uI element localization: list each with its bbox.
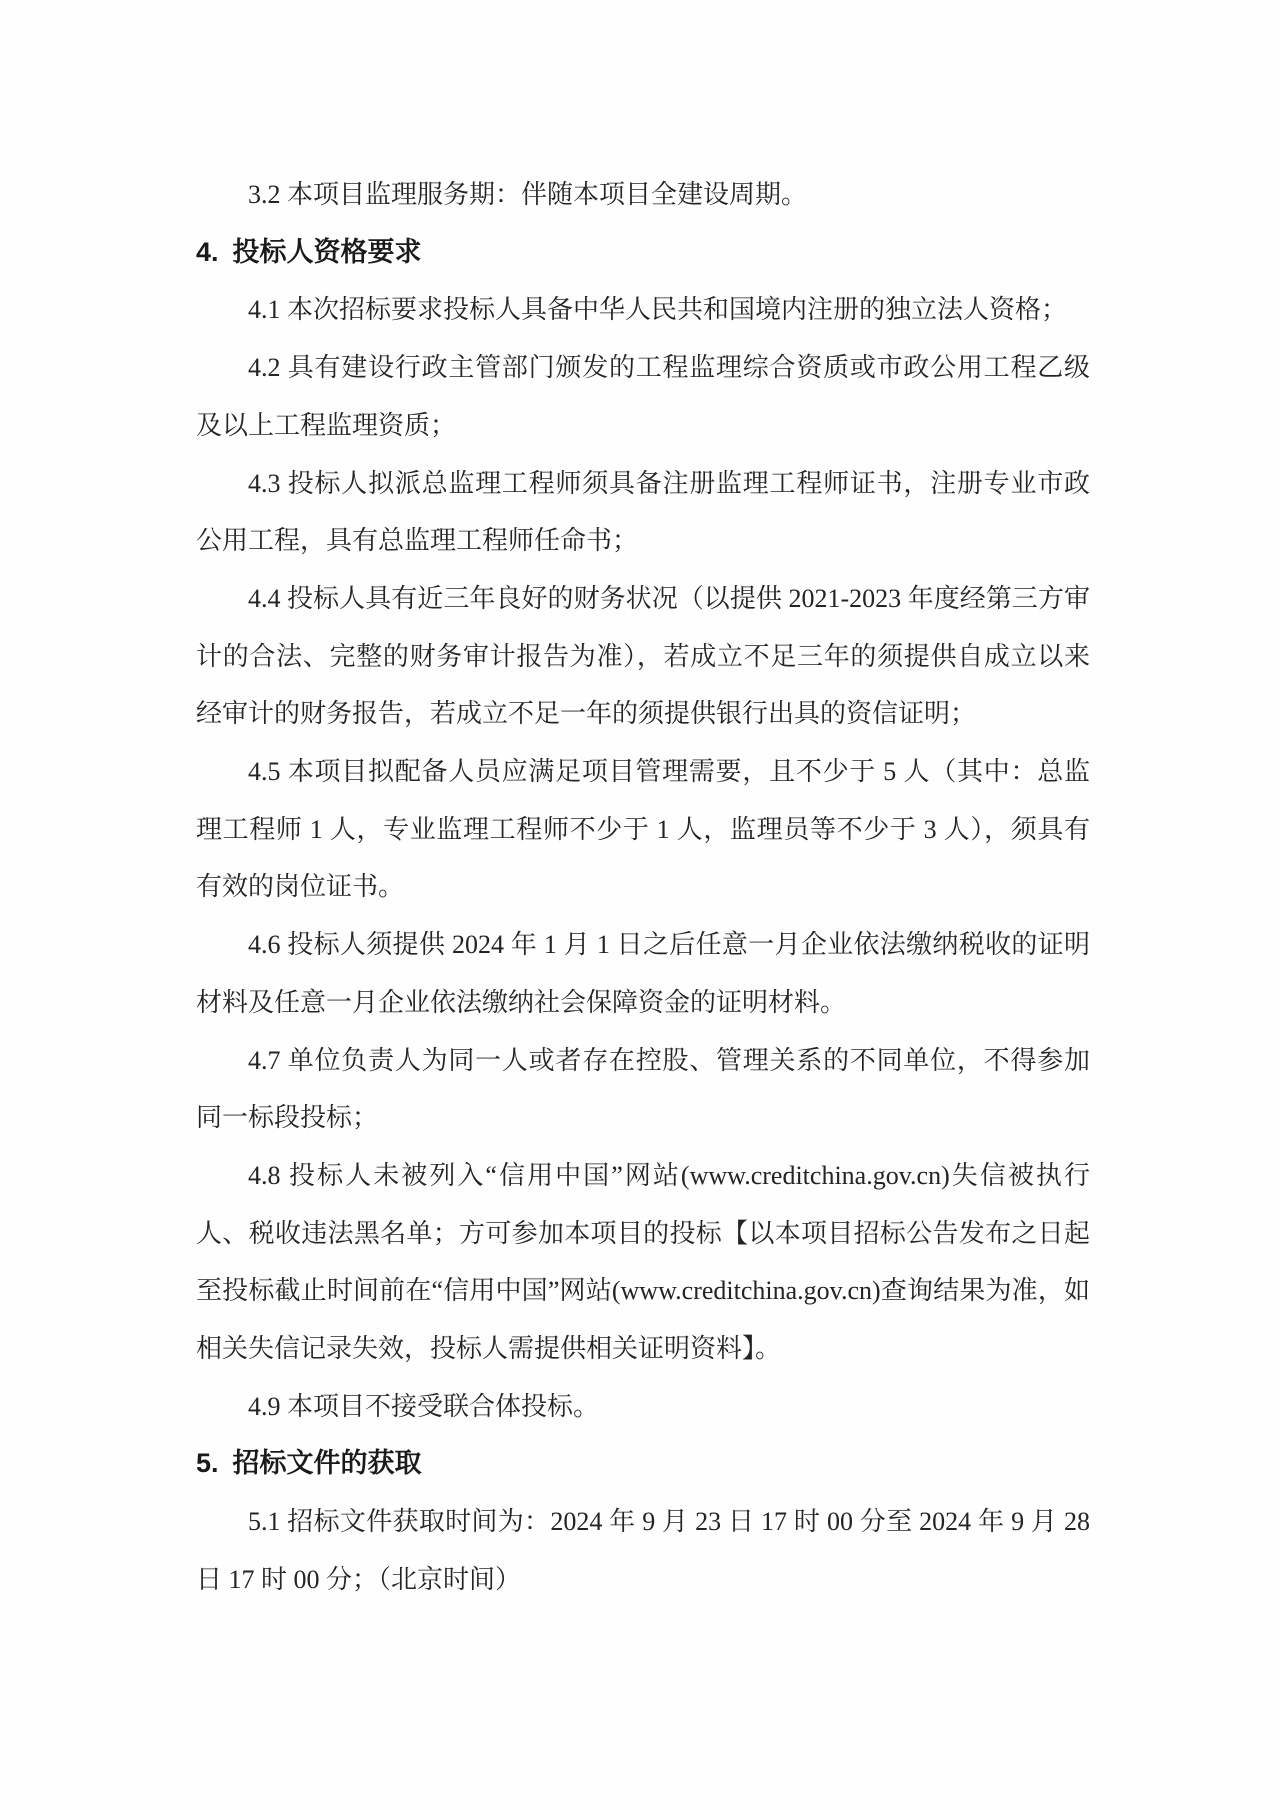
clause-4-3: 4.3 投标人拟派总监理工程师须具备注册监理工程师证书，注册专业市政公用工程，具有总监理工程师任命书； [196, 468, 1090, 556]
clause-4-9: 4.9 本项目不接受联合体投标。 [248, 1391, 600, 1421]
clause-4-2: 4.2 具有建设行政主管部门颁发的工程监理综合资质或市政公用工程乙级及以上工程监理资质； [196, 353, 1090, 440]
section-4-heading [196, 224, 1090, 282]
clause-4-1: 4.1 本次招标要求投标人具备中华人民共和国境内注册的独立法人资格； [248, 295, 1068, 325]
clause-4-5: 4.5 本项目拟配备人员应满足项目管理需要，且不少于 5 人（其中：总监理工程师 1 人，专业监理工程师不少于 1 人，监理员等不少于 3 人），须具有有效的岗位证书。 [196, 757, 1090, 902]
clause-4-4: 4.4 投标人具有近三年良好的财务状况（以提供 2021-2023 年度经第三方审计的合法、完整的财务审计报告为准），若成立不足三年的须提供自成立以来经审计的财务报告，若成立不足一年的须提供银行出具的资信证明； [196, 583, 1090, 729]
clause-4-8: 4.8 投标人未被列入“信用中国”网站(www.creditchina.gov.cn)失信被执行人、税收违法黑名单；方可参加本项目的投标【以本项目招标公告发布之日起至投标截止时间前在“信用中国”网站(www.creditchina.gov.cn)查询结果为准，如相关失信记录失效，投标人需提供相关证明资料】。 [196, 1160, 1090, 1364]
section-5-number: 5. [196, 1448, 219, 1479]
section-4-title: 投标人资格要求 [232, 236, 422, 267]
clause-3-2: 3.2 本项目监理服务期：伴随本项目全建设周期。 [248, 180, 808, 209]
clause-4-6: 4.6 投标人须提供 2024 年 1 月 1 日之后任意一月企业依法缴纳税收的证明材料及任意一月企业依法缴纳社会保障资金的证明材料。 [196, 930, 1090, 1017]
clause-4-7: 4.7 单位负责人为同一人或者存在控股、管理关系的不同单位，不得参加同一标段投标； [196, 1045, 1090, 1133]
document-body [196, 166, 1090, 1609]
section-5-title: 招标文件的获取 [232, 1448, 422, 1479]
clause-5-1: 5.1 招标文件获取时间为：2024 年 9 月 23 日 17 时 00 分至 2024 年 9 月 28 日 17 时 00 分；（北京时间） [196, 1507, 1090, 1594]
section-4-number: 4. [196, 236, 219, 267]
section-5-heading [196, 1435, 1090, 1493]
